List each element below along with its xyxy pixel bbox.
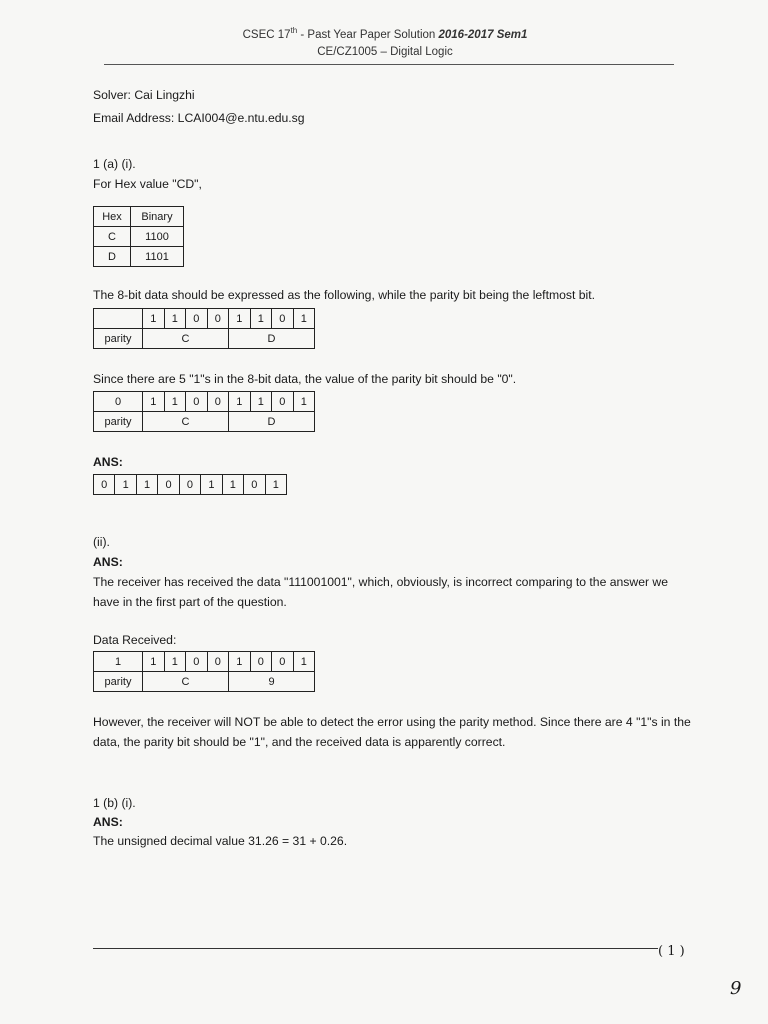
hex-binary-table — [93, 206, 184, 267]
bit-cell: 1 — [250, 309, 272, 329]
bit-cell: 1 — [201, 475, 222, 495]
bit-cell: 0 — [207, 309, 229, 329]
header-course: CE/CZ1005 – Digital Logic — [317, 45, 453, 58]
bit-cell: 1 — [293, 392, 315, 412]
bit-cell: 1 — [229, 392, 251, 412]
footer-divider — [93, 948, 658, 949]
answer-label: ANS: — [93, 455, 123, 469]
parity-label: parity — [94, 672, 143, 692]
question-1b-i-label: 1 (b) (i). — [93, 796, 136, 810]
bit-cell: 1 — [222, 475, 243, 495]
table-cell: 1101 — [131, 247, 184, 267]
however-text: However, the receiver will NOT be able to detect the error using the parity method. Since there are 4 "1"s in the data, the parity bit should be "1", and the received data is apparently correct. — [93, 715, 691, 749]
answer-label: ANS: — [93, 555, 123, 569]
bit-cell: 0 — [158, 475, 179, 495]
data-received-label: Data Received: — [93, 633, 177, 647]
question-1a-ii-label: (ii). — [93, 535, 110, 549]
nibble-label: C — [143, 329, 229, 349]
bit-cell: 0 — [244, 475, 265, 495]
bit-cell: 0 — [186, 309, 208, 329]
bit-cell: 0 — [207, 652, 229, 672]
question-1a-i-label: 1 (a) (i). — [93, 157, 136, 171]
parity-table-3 — [93, 651, 315, 692]
email-line: Email Address: LCAI004@e.ntu.edu.sg — [93, 111, 305, 125]
bit-cell: 1 — [229, 652, 251, 672]
nibble-label: C — [143, 412, 229, 432]
bit-cell: 1 — [250, 392, 272, 412]
parity-label: parity — [94, 329, 143, 349]
nibble-label: D — [229, 329, 315, 349]
bit-cell: 0 — [272, 392, 294, 412]
bit-cell: 1 — [164, 652, 186, 672]
unsigned-text: The unsigned decimal value 31.26 = 31 + 0.26. — [93, 834, 348, 848]
table-cell: C — [94, 227, 131, 247]
handwritten-mark: 9 — [730, 978, 742, 999]
bit-cell: 1 — [136, 475, 157, 495]
bit-cell: 1 — [115, 475, 136, 495]
bit-cell: 1 — [293, 309, 315, 329]
bit-cell: 1 — [143, 309, 165, 329]
nibble-label: C — [143, 672, 229, 692]
bit-cell: 0 — [186, 652, 208, 672]
solver-line: Solver: Cai Lingzhi — [93, 88, 195, 102]
since-text: Since there are 5 "1"s in the 8-bit data, the value of the parity bit should be "0". — [93, 372, 517, 386]
header-title: CSEC 17th - Past Year Paper Solution 2016-2017 Sem1 — [242, 26, 528, 41]
bit-cell: 1 — [293, 652, 315, 672]
parity-label: parity — [94, 412, 143, 432]
bit-cell: 0 — [250, 652, 272, 672]
hex-intro: For Hex value "CD", — [93, 177, 202, 191]
bit-cell: 1 — [265, 475, 287, 495]
bit-cell: 0 — [272, 652, 294, 672]
bit-cell: 0 — [207, 392, 229, 412]
bit-cell: 1 — [143, 392, 165, 412]
page-number: ( 1 ) — [658, 944, 685, 959]
bit-cell: 1 — [164, 309, 186, 329]
bit-cell: 0 — [179, 475, 200, 495]
parity-table-2 — [93, 391, 315, 432]
answer-label: ANS: — [93, 815, 123, 829]
header-divider — [104, 64, 674, 65]
bit-cell: 0 — [272, 309, 294, 329]
receiver-text: The receiver has received the data "111001001", which, obviously, is incorrect comparing to the answer we have in the first part of the question. — [93, 575, 668, 609]
table-cell: D — [94, 247, 131, 267]
answer-bits-table — [93, 474, 287, 495]
table-cell: 1100 — [131, 227, 184, 247]
table-header: Binary — [131, 207, 184, 227]
table-header: Hex — [94, 207, 131, 227]
parity-bit-cell: 0 — [94, 392, 143, 412]
parity-bit-cell — [94, 309, 143, 329]
bit-cell: 0 — [94, 475, 115, 495]
parity-table-1 — [93, 308, 315, 349]
eightbit-text: The 8-bit data should be expressed as the following, while the parity bit being the leftmost bit. — [93, 288, 596, 302]
bit-cell: 0 — [186, 392, 208, 412]
parity-bit-cell: 1 — [94, 652, 143, 672]
bit-cell: 1 — [164, 392, 186, 412]
nibble-label: D — [229, 412, 315, 432]
page-header — [100, 22, 670, 61]
bit-cell: 1 — [229, 309, 251, 329]
bit-cell: 1 — [143, 652, 165, 672]
nibble-label: 9 — [229, 672, 315, 692]
